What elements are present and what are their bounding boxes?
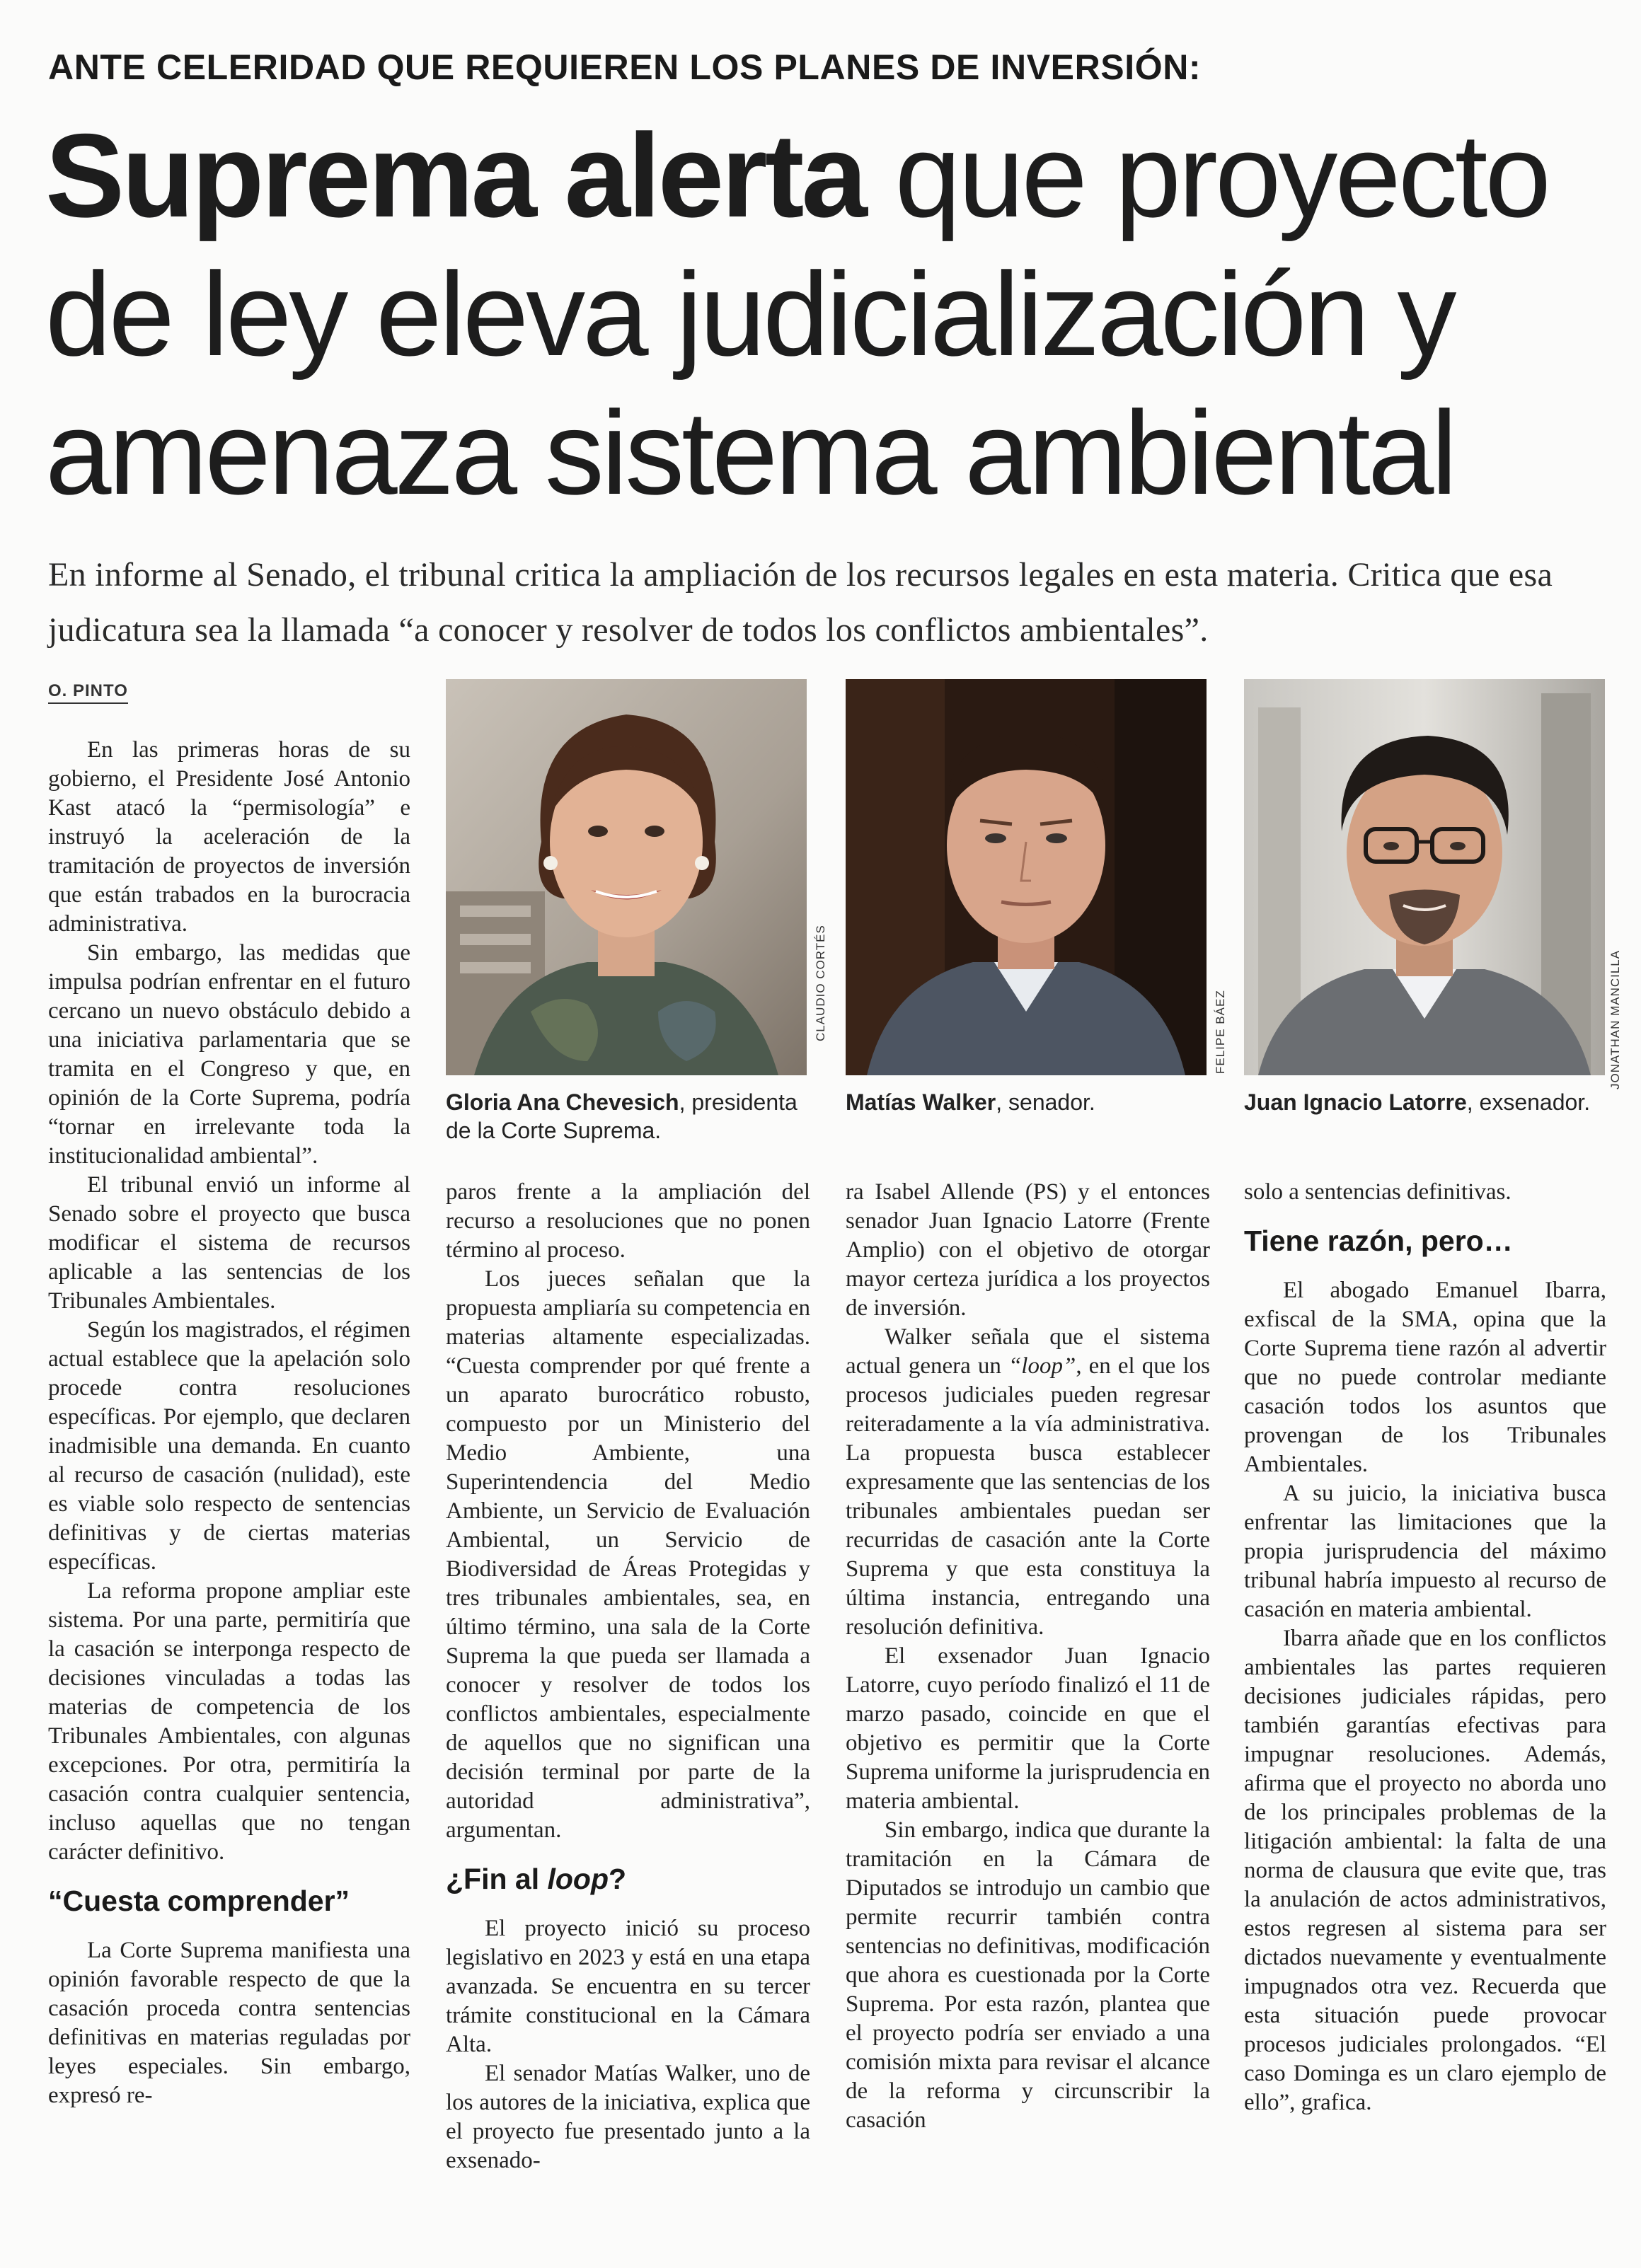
paragraph: El senador Matías Walker, uno de los autores de la iniciativa, explica que el proyecto fue presentado junto a la exsenado- bbox=[446, 2061, 810, 2173]
paragraph: El proyecto inició su proceso legislativo en 2023 y está en una etapa avanzada. Se encuentra en su tercer trámite constitucional en la Cámara Alta. bbox=[446, 1916, 810, 2057]
caption-role: , presidenta de la Corte Suprema. bbox=[446, 1089, 798, 1143]
paragraph: Sin embargo, las medidas que impulsa podrían enfrentar en el futuro cercano un nuevo obstáculo debido a una iniciativa parlamentaria que se tramita en el Congreso y que, en opinión de la Corte Suprema, podría “tornar en irrelevante toda la institucionalidad ambiental”. bbox=[48, 940, 410, 1169]
portrait-latorre bbox=[1244, 679, 1605, 1075]
paragraph bbox=[846, 1323, 1210, 1642]
headline-line-2: de ley eleva judicialización y bbox=[45, 248, 1454, 381]
paragraph: Según los magistrados, el régimen actual establece que la apelación solo procede contra resoluciones específicas. Por ejemplo, que declaren inadmisible una demanda. En cuanto al recurso de casación (nulidad), este es viable solo respecto de sentencias definitivas y de ciertas materias específicas. bbox=[48, 1317, 410, 1575]
column-2 bbox=[446, 1178, 810, 2175]
headline-bold: Suprema alerta bbox=[45, 109, 865, 242]
photo-walker bbox=[846, 679, 1207, 1075]
headline-line-1 bbox=[45, 106, 1602, 245]
paragraph: A su juicio, la iniciativa busca enfrentar las limitaciones que la propia jurisprudencia del máximo tribunal habría impuesto al recurso de casación en materia ambiental. bbox=[1244, 1481, 1606, 1622]
photo-chevesich bbox=[446, 679, 807, 1075]
deck: En informe al Senado, el tribunal critica la ampliación de los recursos legales en esta materia. Critica que esa judicatura sea la llamada “a conocer y resolver de todos los conflictos ambientales”. bbox=[48, 556, 1553, 649]
caption-walker bbox=[846, 1088, 1207, 1116]
text: Walker señala que el sistema actual genera un bbox=[846, 1324, 1210, 1379]
caption-role: , exsenador. bbox=[1466, 1089, 1591, 1115]
headline-line-3: amenaza sistema ambiental bbox=[45, 386, 1455, 519]
text-italic: “loop” bbox=[1008, 1353, 1076, 1379]
subhead-tiene-razon: Tiene razón, pero… bbox=[1244, 1225, 1513, 1257]
subhead-fin-al-loop bbox=[446, 1862, 810, 1896]
paragraph: La Corte Suprema manifiesta una opinión favorable respecto de que la casación proceda contra sentencias definitivas en materias reguladas por leyes especiales. Sin embargo, expresó re- bbox=[48, 1938, 410, 2108]
paragraph: El abogado Emanuel Ibarra, exfiscal de la SMA, opina que la Corte Suprema tiene razón al advertir que no puede controlar mediante casación todos los asuntos que provengan de los Tribunales Ambientales. bbox=[1244, 1278, 1606, 1477]
subhead-text: ¿Fin al bbox=[446, 1863, 548, 1895]
kicker: ANTE CELERIDAD QUE REQUIEREN LOS PLANES DE INVERSIÓN: bbox=[48, 47, 1202, 87]
portrait-chevesich bbox=[446, 679, 807, 1075]
headline-rest: que proyecto bbox=[864, 109, 1548, 242]
photo-credit-latorre: JONATHAN MANCILLA bbox=[1608, 949, 1622, 1089]
paragraph: Ibarra añade que en los conflictos ambientales las partes requieren decisiones judiciales rápidas, pero también garantías efectivas para impugnar resoluciones. Además, afirma que el proyecto no aborda uno de los principales problemas de la litigación ambiental: la falta de una norma de clausura que evite que, tras la anulación de actos administrativos, estos regresen al sistema para ser dictados nuevamente y eventualmente impugnados otra vez. Recuerda que esta situación puede provocar procesos judiciales prolongados. “El caso Dominga es un claro ejemplo de ello”, grafica. bbox=[1244, 1626, 1606, 2115]
paragraph: paros frente a la ampliación del recurso a resoluciones que no ponen término al proceso. bbox=[446, 1179, 810, 1263]
paragraph: La reforma propone ampliar este sistema. Por una parte, permitiría que la casación se interponga respecto de decisiones vinculadas a todas las materias de competencia de los Tribunales Ambientales, con algunas excepciones. Por otra, permitiría la casación contra cualquier sentencia, incluso aquellas que no tengan carácter definitivo. bbox=[48, 1578, 410, 1865]
paragraph: Sin embargo, indica que durante la tramitación en la Cámara de Diputados se introdujo un cambio que permite recurrir también contra sentencias no definitivas, modificación que ahora es cuestionada por la Corte Suprema. Por esta razón, plantea que el proyecto podría ser enviado a una comisión mixta para revisar el alcance de la reforma y circunscribir la casación bbox=[846, 1817, 1211, 2133]
subhead-italic: loop bbox=[547, 1863, 609, 1895]
subhead-cuesta-comprender: “Cuesta comprender” bbox=[48, 1885, 350, 1917]
caption-latorre bbox=[1244, 1088, 1591, 1116]
caption-role: , senador. bbox=[996, 1089, 1095, 1115]
caption-chevesich bbox=[446, 1088, 807, 1145]
subhead-text: ? bbox=[609, 1863, 627, 1895]
caption-name: Juan Ignacio Latorre bbox=[1244, 1089, 1467, 1115]
portrait-walker bbox=[846, 679, 1207, 1075]
paragraph: solo a sentencias definitivas. bbox=[1244, 1179, 1512, 1205]
headline bbox=[45, 106, 1602, 522]
photo-credit-walker: FELIPE BÁEZ bbox=[1214, 990, 1227, 1074]
column-1 bbox=[48, 736, 410, 2110]
photo-credit-chevesich: CLAUDIO CORTÉS bbox=[814, 925, 827, 1041]
paragraph: En las primeras horas de su gobierno, el Presidente José Antonio Kast atacó la “permisología” e instruyó la aceleración de la tramitación de proyectos de inversión que están trabados en la burocracia administrativa. bbox=[48, 737, 410, 937]
paragraph: Los jueces señalan que la propuesta ampliaría su competencia en materias altamente especializadas. “Cuesta comprender por qué frente a un aparato burocrático robusto, compuesto por un Ministerio del Medio Ambiente, una Superintendencia del Medio Ambiente, un Servicio de Evaluación Ambiental, un Servicio de Biodiversidad de Áreas Protegidas y tres tribunales ambientales, sea, en último término, una sala de la Corte Suprema la que pueda ser llamada a conocer y resolver de todos los conflictos ambientales, especialmente de aquellos que no significan una decisión terminal por parte de la autoridad administrativa”, argumentan. bbox=[446, 1266, 810, 1843]
column-4 bbox=[1244, 1178, 1606, 2117]
paragraph: El exsenador Juan Ignacio Latorre, cuyo período finalizó el 11 de marzo pasado, coincide en que el objetivo es permitir que la Corte Suprema uniforme la jurisprudencia en materia ambiental. bbox=[846, 1643, 1210, 1814]
caption-name: Matías Walker bbox=[846, 1089, 996, 1115]
column-3 bbox=[846, 1178, 1210, 2135]
byline: O. PINTO bbox=[48, 681, 128, 704]
paragraph: ra Isabel Allende (PS) y el entonces senador Juan Ignacio Latorre (Frente Amplio) con el objetivo de otorgar mayor certeza jurídica a los proyectos de inversión. bbox=[846, 1179, 1210, 1321]
caption-name: Gloria Ana Chevesich bbox=[446, 1089, 679, 1115]
photo-latorre bbox=[1244, 679, 1605, 1075]
text: , en el que los procesos judiciales pueden regresar reiteradamente a la vía administrativa. La propuesta busca establecer expresamente que las sentencias de los tribunales ambientales puedan ser recurridas de casación ante la Corte Suprema y que esta constituya la última instancia, entregando una resolución definitiva. bbox=[846, 1353, 1210, 1640]
paragraph: El tribunal envió un informe al Senado sobre el proyecto que busca modificar el sistema de recursos aplicable a las sentencias de los Tribunales Ambientales. bbox=[48, 1172, 410, 1314]
